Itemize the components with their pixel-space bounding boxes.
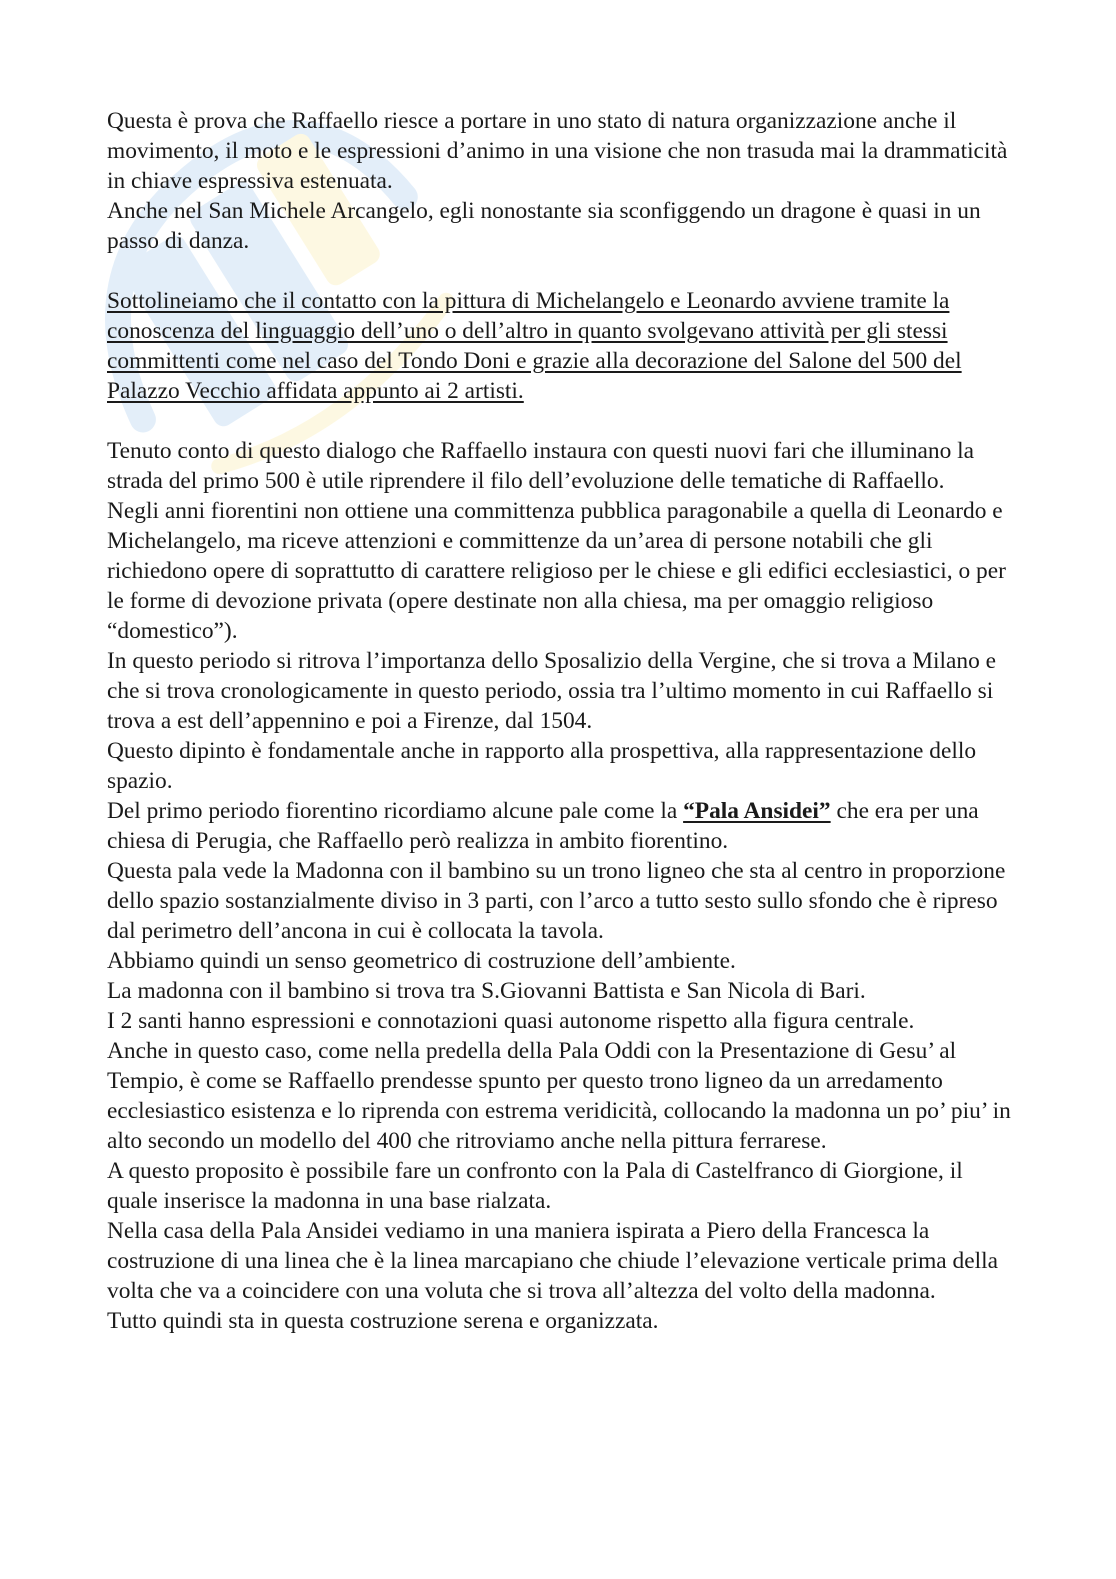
text-run: Negli anni fiorentini non ottiene una committenza pubblica paragonabile a quella di Leonardo e Michelangelo, ma riceve attenzioni e committenze da un’area di persone notabili che gli richiedono opere di soprattutto di carattere religioso per le chiese e gli edifici ecclesiastici, o per le forme di devozione privata (opere destinate non alla chiesa, ma per omaggio religioso “domestico”). <box>107 498 1006 644</box>
text-run: Abbiamo quindi un senso geometrico di costruzione dell’ambiente. <box>107 948 736 974</box>
paragraph <box>107 496 1012 646</box>
paragraph <box>107 1036 1012 1156</box>
text-run: Questa è prova che Raffaello riesce a portare in uno stato di natura organizzazione anche il movimento, il moto e le espressioni d’animo in una visione che non trasuda mai la drammaticità in chiave espressiva estenuata. <box>107 108 1008 194</box>
text-run: Tutto quindi sta in questa costruzione serena e organizzata. <box>107 1308 659 1334</box>
paragraph <box>107 1006 1012 1036</box>
paragraph <box>107 1216 1012 1306</box>
text-run: Questa pala vede la Madonna con il bambino su un trono ligneo che sta al centro in proporzione dello spazio sostanzialmente diviso in 3 parti, con l’arco a tutto sesto sullo sfondo che è ripreso dal perimetro dell’ancona in cui è collocata la tavola. <box>107 858 1006 944</box>
text-run: Questo dipinto è fondamentale anche in rapporto alla prospettiva, alla rappresentazione dello spazio. <box>107 738 977 794</box>
paragraph-gap <box>107 406 1012 436</box>
paragraph <box>107 1306 1012 1336</box>
text-run: Anche in questo caso, come nella predella della Pala Oddi con la Presentazione di Gesu’ al Tempio, è come se Raffaello prendesse spunto per questo trono ligneo da un arredamento ecclesiastico esistenza e lo riprenda con estrema veridicità, collocando la madonna un po’ piu’ in alto secondo un modello del 400 che ritroviamo anche nella pittura ferrarese. <box>107 1038 1011 1154</box>
paragraph <box>107 1156 1012 1216</box>
paragraph <box>107 286 1012 406</box>
text-run: Tenuto conto di questo dialogo che Raffaello instaura con questi nuovi fari che illuminano la strada del primo 500 è utile riprendere il filo dell’evoluzione delle tematiche di Raffaello. <box>107 438 975 494</box>
paragraph <box>107 736 1012 796</box>
underlined-text: Sottolineiamo che il contatto con la pittura di Michelangelo e Leonardo avviene tramite la conoscenza del linguaggio dell’uno o dell’altro in quanto svolgevano attività per gli stessi committenti come nel caso del Tondo Doni e grazie alla decorazione del Salone del 500 del Palazzo Vecchio affidata appunto ai 2 artisti. <box>107 288 962 404</box>
text-run: Nella casa della Pala Ansidei vediamo in una maniera ispirata a Piero della Francesca la costruzione di una linea che è la linea marcapiano che chiude l’elevazione verticale prima della volta che va a coincidere con una voluta che si trova all’altezza del volto della madonna. <box>107 1218 998 1304</box>
text-run: La madonna con il bambino si trova tra S.Giovanni Battista e San Nicola di Bari. <box>107 978 866 1004</box>
paragraph <box>107 946 1012 976</box>
text-run: che era per una chiesa di Perugia, che Raffaello però realizza in ambito fiorentino. <box>107 798 979 854</box>
text-run: A questo proposito è possibile fare un confronto con la Pala di Castelfranco di Giorgione, il quale inserisce la madonna in una base rialzata. <box>107 1158 963 1214</box>
text-run: I 2 santi hanno espressioni e connotazioni quasi autonome rispetto alla figura centrale. <box>107 1008 915 1034</box>
paragraph <box>107 646 1012 736</box>
paragraph-gap <box>107 256 1012 286</box>
text-run: In questo periodo si ritrova l’importanza dello Sposalizio della Vergine, che si trova a Milano e che si trova cronologicamente in questo periodo, ossia tra l’ultimo momento in cui Raffaello si trova a est dell’appennino e poi a Firenze, dal 1504. <box>107 648 997 734</box>
paragraph <box>107 436 1012 496</box>
text-run: Del primo periodo fiorentino ricordiamo alcune pale come la <box>107 798 684 824</box>
paragraph <box>107 106 1012 196</box>
text-run: Anche nel San Michele Arcangelo, egli nonostante sia sconfiggendo un dragone è quasi in un passo di danza. <box>107 198 981 254</box>
paragraph <box>107 196 1012 256</box>
paragraph <box>107 976 1012 1006</box>
bold-underlined-term: “Pala Ansidei” <box>683 798 831 824</box>
paragraph <box>107 796 1012 856</box>
document-body <box>107 106 1012 1336</box>
paragraph <box>107 856 1012 946</box>
